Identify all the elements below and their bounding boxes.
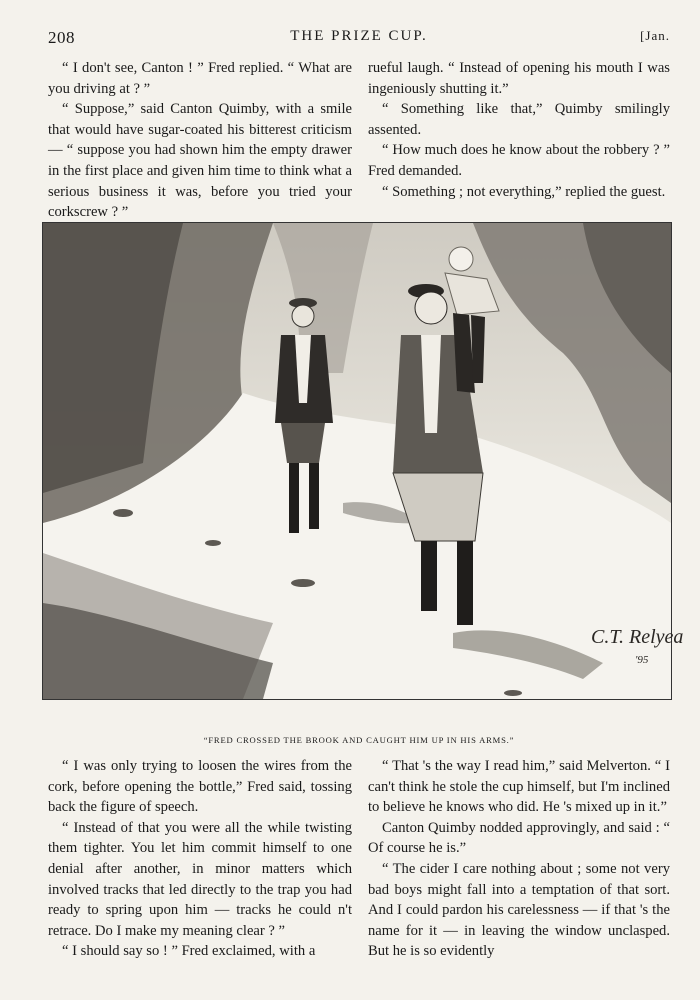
artist-signature-year: '95 xyxy=(635,654,649,666)
paragraph: “ Something ; not everything,” replied the guest. xyxy=(382,183,666,200)
column-top-left xyxy=(48,58,352,223)
paragraph: “ How much does he know about the robbery ? ” Fred demanded. xyxy=(368,142,670,179)
paragraph: Canton Quimby nodded approvingly, and said : “ Of course he is.” xyxy=(368,819,670,857)
paragraph: “ Instead of that you were all the while twisting them tighter. You let him commit himself to one denial after another, in minor matters which involved tracks that led directly to the trap you had ready to spring upon him — tracks he could n't retrace. Do I make my meaning clear ? ” xyxy=(48,819,352,939)
paragraph: “ Suppose,” said Canton Quimby, with a smile that would have sugar-coated his bitterest criticism — “ suppose you had shown him the empty drawer in the first place and given him time to think what a serious business it was, before you tried your corkscrew ? ” xyxy=(48,101,352,221)
paragraph: “ I was only trying to loosen the wires from the cork, before opening the bottle,” Fred said, tossing back the figure of speech. xyxy=(48,758,352,816)
column-bottom-right xyxy=(368,756,670,962)
paragraph: “ The cider I care nothing about ; some not very bad boys might fall into a temptation of that sort. And I could pardon his carelessness — if that 's the name for it — in leaving the window unclasped. But he is so evidently xyxy=(368,860,670,960)
page-number: 208 xyxy=(48,28,75,47)
column-top-right xyxy=(368,58,670,202)
paragraph: “ Something like that,” Quimby smilingly assented. xyxy=(368,101,670,138)
column-bottom-left xyxy=(48,756,352,962)
paragraph: “ I don't see, Canton ! ” Fred replied. “ What are you driving at ? ” xyxy=(48,60,352,97)
paragraph: “ I should say so ! ” Fred exclaimed, with a xyxy=(62,943,316,960)
issue-month: [Jan. xyxy=(640,28,670,43)
illustration-caption: “FRED CROSSED THE BROOK AND CAUGHT HIM UP IN HIS ARMS.” xyxy=(203,735,515,745)
running-title: THE PRIZE CUP. xyxy=(290,28,428,44)
running-header xyxy=(48,28,670,50)
paragraph: “ That 's the way I read him,” said Melverton. “ I can't think he stole the cup himself, but I'm inclined to believe he knows who did. He 's mixed up in it.” xyxy=(368,758,670,816)
artist-signature: C.T. Relyea xyxy=(591,626,684,648)
paragraph: rueful laugh. “ Instead of opening his mouth I was ingeniously shutting it.” xyxy=(368,60,670,97)
illustration xyxy=(42,222,684,700)
